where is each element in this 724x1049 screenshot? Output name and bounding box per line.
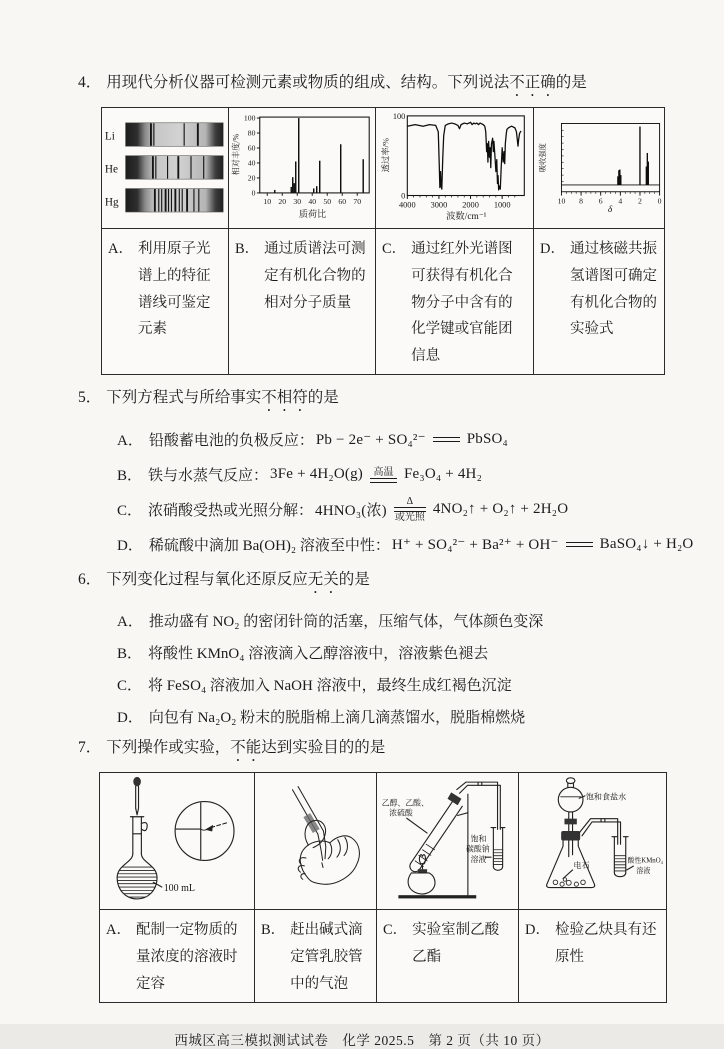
q7-cell-ester-prep bbox=[377, 773, 519, 910]
hand-squeeze-figure bbox=[256, 774, 375, 907]
q7-cell-hand-squeeze bbox=[255, 773, 377, 910]
reaction-equals-sign: Δ 或光照 bbox=[394, 495, 425, 523]
equation-lhs: H⁺ + SO₄²⁻ + Ba²⁺ + OH⁻ bbox=[391, 537, 559, 554]
svg-text:70: 70 bbox=[353, 196, 362, 206]
ir-xlabel: 波数/cm⁻¹ bbox=[446, 212, 487, 223]
q6-option-b: B． 将酸性 KMnO₄ 溶液滴入乙醇溶液中，溶液紫色褪去 bbox=[117, 645, 489, 662]
mass-spec-plot bbox=[244, 114, 363, 206]
q4-stem-tail: 的是 bbox=[555, 74, 587, 91]
svg-text:4000: 4000 bbox=[398, 200, 416, 210]
q5-stem: 5． 下列方程式与所给事实不相符的是 bbox=[78, 389, 339, 407]
mass-spectrum-figure bbox=[230, 109, 374, 225]
q7-table bbox=[99, 772, 667, 1002]
q7-number: 7． bbox=[78, 739, 102, 757]
q5-number: 5． bbox=[78, 389, 102, 407]
acetylene-test-figure bbox=[520, 774, 665, 907]
q5-option-d: D． 稀硫酸中滴加 Ba(OH)₂ 溶液至中性： H⁺ + SO₄²⁻ + Ba²⁺ + OH⁻ BaSO₄↓ + H₂O bbox=[117, 536, 694, 555]
equation-lhs: 3Fe + 4H₂O(g) bbox=[270, 466, 363, 483]
q7-stem-emphasis: 不能 bbox=[230, 739, 262, 757]
atomic-spectra-figure bbox=[103, 109, 227, 223]
svg-text:20: 20 bbox=[278, 196, 287, 206]
svg-text:0: 0 bbox=[657, 196, 662, 206]
q4-stem-emphasis: 不正确 bbox=[509, 74, 556, 91]
q6-number: 6． bbox=[78, 571, 102, 589]
page-footer: 西城区高三模拟测试试卷 化学 2025.5 第 2 页（共 10 页） bbox=[174, 1032, 550, 1048]
q6-stem: 6． 下列变化过程与氧化还原反应无关的是 bbox=[78, 571, 370, 589]
equation-rhs: 4NO₂↑ + O₂↑ + 2H₂O bbox=[432, 501, 569, 518]
svg-text:2: 2 bbox=[638, 196, 642, 206]
ir-plot bbox=[393, 112, 521, 209]
spectrum-band-li bbox=[105, 123, 223, 146]
stopcock-icon bbox=[564, 819, 576, 825]
svg-text:60: 60 bbox=[338, 196, 347, 206]
ir-spectrum-figure bbox=[377, 109, 532, 225]
magnifier-icon bbox=[175, 802, 234, 861]
equation-rhs: Fe₃O₄ + 4H₂ bbox=[403, 466, 482, 483]
nmr-spectrum-figure bbox=[535, 109, 663, 225]
receiver-label: 饱和 bbox=[470, 834, 487, 844]
q6-option-a: A． 推动盛有 NO₂ 的密闭针筒的活塞，压缩气体，气体颜色变深 bbox=[117, 613, 544, 630]
q7-option-a: A． 配制一定物质的量浓度的溶液时定容 bbox=[100, 910, 255, 1002]
svg-text:He: He bbox=[104, 163, 119, 176]
svg-text:10: 10 bbox=[557, 196, 566, 206]
spectrum-band-hg bbox=[105, 189, 223, 212]
q4-stem bbox=[0, 72, 724, 100]
q6-option-c: C． 将 FeSO₄ 溶液加入 NaOH 溶液中，最终生成红褐色沉淀 bbox=[117, 677, 512, 694]
q5-option-b: B． 铁与水蒸气反应： 3Fe + 4H₂O(g) 高温 Fe₃O₄ + 4H₂ bbox=[117, 466, 482, 485]
svg-text:80: 80 bbox=[247, 128, 256, 138]
svg-text:60: 60 bbox=[247, 143, 256, 153]
equation-rhs: BaSO₄↓ + H₂O bbox=[599, 536, 694, 553]
equation-lhs: 4HNO₃(浓) bbox=[315, 503, 387, 520]
svg-text:100: 100 bbox=[392, 111, 406, 121]
meniscus-arrow-icon bbox=[205, 825, 213, 832]
q4-table bbox=[101, 107, 665, 375]
test-tube-icon bbox=[493, 828, 502, 871]
dropping-funnel-icon bbox=[558, 787, 583, 812]
q6-stem-emphasis: 无关 bbox=[307, 571, 339, 589]
alcohol-lamp-icon bbox=[408, 873, 435, 894]
q5-option-a: A． 铅酸蓄电池的负极反应： Pb − 2e⁻ + SO₄²⁻ PbSO₄ bbox=[117, 431, 508, 450]
reagent-label: 溶液 bbox=[636, 866, 651, 875]
q7-option-b: B． 赶出碱式滴定管乳胶管中的气泡 bbox=[255, 910, 377, 1002]
ester-prep-figure bbox=[378, 774, 517, 907]
spectrum-band-he bbox=[105, 156, 223, 179]
svg-text:20: 20 bbox=[247, 173, 256, 183]
reagent-label: 乙醇、乙酸、 bbox=[381, 798, 429, 808]
q5-stem-emphasis: 不相符 bbox=[261, 389, 308, 407]
mass-spec-ylabel: 相对丰度/% bbox=[231, 133, 241, 176]
q4-option-a: A． 利用原子光谱上的特征谱线可鉴定元素 bbox=[102, 229, 229, 375]
svg-text:8: 8 bbox=[579, 196, 584, 206]
carbide-label: 电石 bbox=[573, 861, 590, 871]
equation-rhs: PbSO₄ bbox=[466, 431, 508, 448]
q7-cell-acetylene bbox=[519, 773, 667, 910]
svg-text:3000: 3000 bbox=[430, 200, 448, 210]
reaction-equals-sign bbox=[566, 542, 593, 547]
svg-text:Hg: Hg bbox=[104, 196, 119, 209]
q4-stem-text: 用现代分析仪器可检测元素或物质的组成、结构。下列说法 bbox=[106, 74, 510, 91]
q4-cell-mass-spectrum bbox=[229, 108, 376, 229]
volumetric-flask-figure bbox=[101, 774, 253, 907]
svg-text:40: 40 bbox=[247, 158, 256, 168]
receiver-label: 碳酸钠 bbox=[466, 844, 490, 854]
svg-text:30: 30 bbox=[293, 196, 302, 206]
q4-option-d: D． 通过核磁共振氢谱图可确定有机化合物的实验式 bbox=[534, 229, 665, 375]
volume-label: 100 mL bbox=[163, 882, 195, 894]
q7-option-c: C． 实验室制乙酸乙酯 bbox=[377, 910, 519, 1002]
svg-text:Li: Li bbox=[104, 130, 115, 143]
svg-text:1000: 1000 bbox=[493, 200, 511, 210]
funnel-label: 饱和食盐水 bbox=[585, 792, 627, 802]
q7-cell-volumetric-flask bbox=[100, 773, 255, 910]
nmr-ylabel: 吸收强度 bbox=[539, 143, 548, 173]
svg-text:0: 0 bbox=[401, 191, 406, 201]
q4-cell-atomic-spectra bbox=[102, 108, 229, 229]
svg-text:100: 100 bbox=[243, 113, 256, 123]
stopper-icon bbox=[448, 792, 462, 805]
q7-stem: 7． 下列操作或实验，不能达到实验目的的是 bbox=[78, 739, 386, 757]
flask-stopper-icon bbox=[561, 831, 580, 841]
q4-option-c: C． 通过红外光谱图可获得有机化合物分子中含有的化学键或官能团信息 bbox=[376, 229, 534, 375]
q4-cell-ir-spectrum bbox=[376, 108, 534, 229]
reaction-equals-sign bbox=[433, 437, 460, 442]
dropper-bulb-icon bbox=[133, 777, 141, 787]
q4-option-b: B． 通过质谱法可测定有机化合物的相对分子质量 bbox=[229, 229, 376, 375]
svg-text:50: 50 bbox=[323, 196, 332, 206]
nmr-xlabel: δ bbox=[607, 205, 613, 216]
svg-text:0: 0 bbox=[251, 188, 256, 198]
q4-cell-nmr-spectrum bbox=[534, 108, 665, 229]
q5-option-c: C． 浓硝酸受热或光照分解： 4HNO₃(浓) Δ 或光照 4NO₂↑ + O₂↑ + 2H₂O bbox=[117, 495, 569, 523]
reaction-equals-sign: 高温 bbox=[370, 467, 397, 483]
svg-text:6: 6 bbox=[598, 196, 603, 206]
q7-option-d: D． 检验乙炔具有还原性 bbox=[519, 910, 667, 1002]
q4-number: 4． bbox=[78, 74, 102, 91]
nmr-plot bbox=[558, 127, 662, 206]
svg-text:10: 10 bbox=[263, 196, 272, 206]
reagent-label: 酸性KMnO₄ bbox=[627, 857, 664, 865]
svg-text:4: 4 bbox=[618, 196, 623, 206]
mass-spec-xlabel: 质荷比 bbox=[298, 208, 327, 219]
ir-ylabel: 透过率/% bbox=[381, 138, 391, 173]
reagent-label: 浓硫酸 bbox=[389, 808, 413, 818]
receiver-label: 溶液 bbox=[470, 854, 487, 864]
equation-lhs: Pb − 2e⁻ + SO₄²⁻ bbox=[315, 432, 426, 449]
svg-text:2000: 2000 bbox=[462, 200, 479, 210]
svg-text:40: 40 bbox=[308, 196, 317, 206]
q6-option-d: D． 向包有 Na₂O₂ 粉末的脱脂棉上滴几滴蒸馏水，脱脂棉燃烧 bbox=[117, 709, 526, 726]
